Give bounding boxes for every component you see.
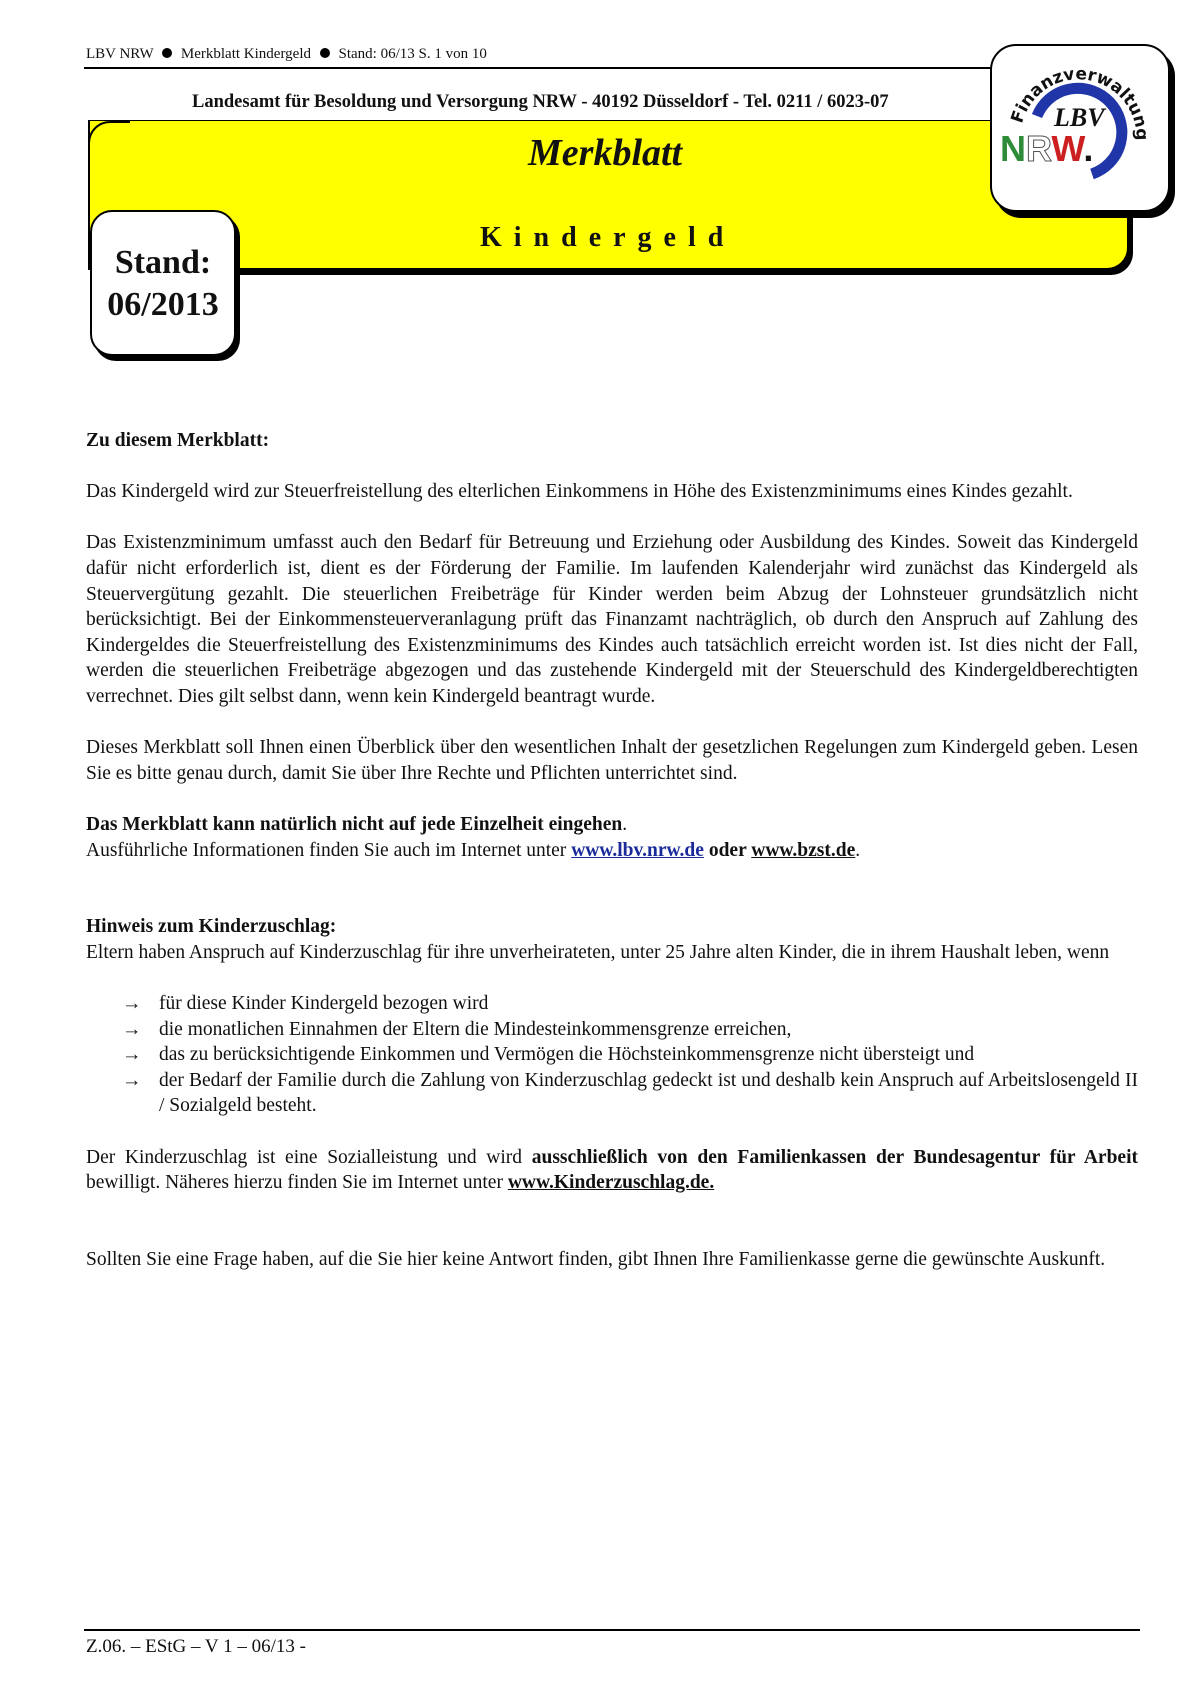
bullet-dot-icon	[320, 48, 330, 58]
paragraph-overview: Dieses Merkblatt soll Ihnen einen Überblick über den wesentlichen Inhalt der gesetzlichen Regelungen zum Kindergeld geben. Lesen Sie es bitte genau durch, damit Sie über Ihre Rechte und Pflichten unterrichtet sind.	[86, 737, 1138, 784]
paragraph-existenzminimum: Das Existenzminimum umfasst auch den Bedarf für Betreuung und Erziehung oder Ausbildung des Kindes. Soweit das Kindergeld dafür nicht erforderlich ist, dient es der Förderung der Familie. Im laufenden Kalenderjahr wird zunächst das Kindergeld als Steuervergütung gezahlt. Die steuerlichen Freibeträge für Kinder werden beim Abzug der Lohnsteuer grundsätzlich nicht berücksichtigt. Bei der Einkommensteuerveranlagung prüft das Finanzamt nachträglich, ob durch den Anspruch auf Zahlung des Kindergeldes die Steuerfreistellung des Existenzminimums des Kindes auch tatsächlich erreicht worden ist. Ist dies nicht der Fall, werden die steuerlichen Freibeträge abgezogen und das zustehende Kindergeld mit der Steuerschuld des Kindergeldberechtigten verrechnet. Dies gilt selbst dann, wenn kein Kindergeld beantragt wurde.	[86, 532, 1138, 707]
list-item: → für diese Kinder Kindergeld bezogen wird	[86, 991, 1138, 1017]
arrow-right-icon: →	[122, 993, 142, 1015]
header-rule	[84, 67, 1000, 69]
arrow-right-icon: →	[122, 1018, 142, 1040]
paragraph-intro: Das Kindergeld wird zur Steuerfreistellung des elterlichen Einkommens in Höhe des Existenzminimums eines Kindes gezahlt.	[86, 481, 1073, 503]
running-header	[86, 46, 487, 63]
logo-nrw-text: NRW.	[1000, 128, 1094, 169]
paragraph-note: Das Merkblatt kann natürlich nicht auf jede Einzelheit eingehen.	[86, 813, 628, 835]
stand-date-box	[90, 210, 236, 356]
document-body	[86, 428, 1138, 1273]
list-item: → das zu berücksichtigende Einkommen und Vermögen die Höchsteinkommensgrenze nicht übersteigt und	[86, 1042, 1138, 1068]
paragraph-kinderzuschlag-conditions: Eltern haben Anspruch auf Kinderzuschlag für ihre unverheirateten, unter 25 Jahre alten Kinder, die in ihrem Haushalt leben, wenn	[86, 941, 1110, 963]
title-banner-corner	[88, 121, 130, 183]
paragraph-questions: Sollten Sie eine Frage haben, auf die Sie hier keine Antwort finden, gibt Ihnen Ihre Familienkasse gerne die gewünschte Auskunft.	[86, 1249, 1106, 1270]
bzst-link[interactable]: www.bzst.de	[751, 839, 856, 861]
header-page-info: Stand: 06/13 S. 1 von 10	[338, 46, 487, 62]
logo-arc-text: Finanzverwaltung	[1007, 64, 1152, 141]
header-org: LBV NRW	[86, 46, 154, 62]
stand-label: Stand:	[114, 244, 212, 281]
stand-date: 06/2013	[107, 286, 219, 323]
note-bold-text: Das Merkblatt kann natürlich nicht auf jede Einzelheit eingehen	[86, 813, 623, 835]
conditions-list	[86, 991, 1138, 1119]
kinderzuschlag-link[interactable]: www.Kinderzuschlag.de.	[507, 1172, 715, 1194]
document-type-title: Merkblatt	[528, 132, 683, 174]
arrow-right-icon: →	[122, 1044, 142, 1066]
paragraph-familienkassen: Der Kinderzuschlag ist eine Sozialleistung und wird ausschließlich von den Familienkassen der Bundesagentur für Arbeit bewilligt. Näheres hierzu finden Sie im Internet unter www.Kinderzuschlag.de.	[86, 1146, 1138, 1194]
footer-rule	[84, 1629, 1140, 1631]
document-subject: Kindergeld	[480, 222, 736, 253]
section-heading-about: Zu diesem Merkblatt:	[86, 430, 270, 451]
logo-lbv-text: LBV	[1054, 103, 1105, 132]
bullet-dot-icon	[162, 48, 172, 58]
header-doc-title: Merkblatt Kindergeld	[180, 46, 311, 62]
list-item: → die monatlichen Einnahmen der Eltern die Mindesteinkommensgrenze erreichen,	[86, 1017, 1138, 1043]
lbv-nrw-link[interactable]: www.lbv.nrw.de	[571, 839, 704, 861]
organization-address: Landesamt für Besoldung und Versorgung NRW - 40192 Düsseldorf - Tel. 0211 / 6023-07	[192, 92, 889, 112]
footer-reference: Z.06. – EStG – V 1 – 06/13 -	[86, 1636, 306, 1657]
arrow-right-icon: →	[122, 1069, 142, 1091]
paragraph-links: Ausführliche Informationen finden Sie auch im Internet unter www.lbv.nrw.de oder www.bzst.de.	[86, 839, 861, 861]
finanzverwaltung-logo-icon	[992, 46, 1168, 210]
section-heading-kinderzuschlag: Hinweis zum Kinderzuschlag:	[86, 916, 337, 938]
list-item: → der Bedarf der Familie durch die Zahlung von Kinderzuschlag gedeckt ist und deshalb kein Anspruch auf Arbeitslosengeld II / Sozialgeld besteht.	[122, 1069, 1138, 1117]
lbv-nrw-logo	[990, 44, 1170, 212]
